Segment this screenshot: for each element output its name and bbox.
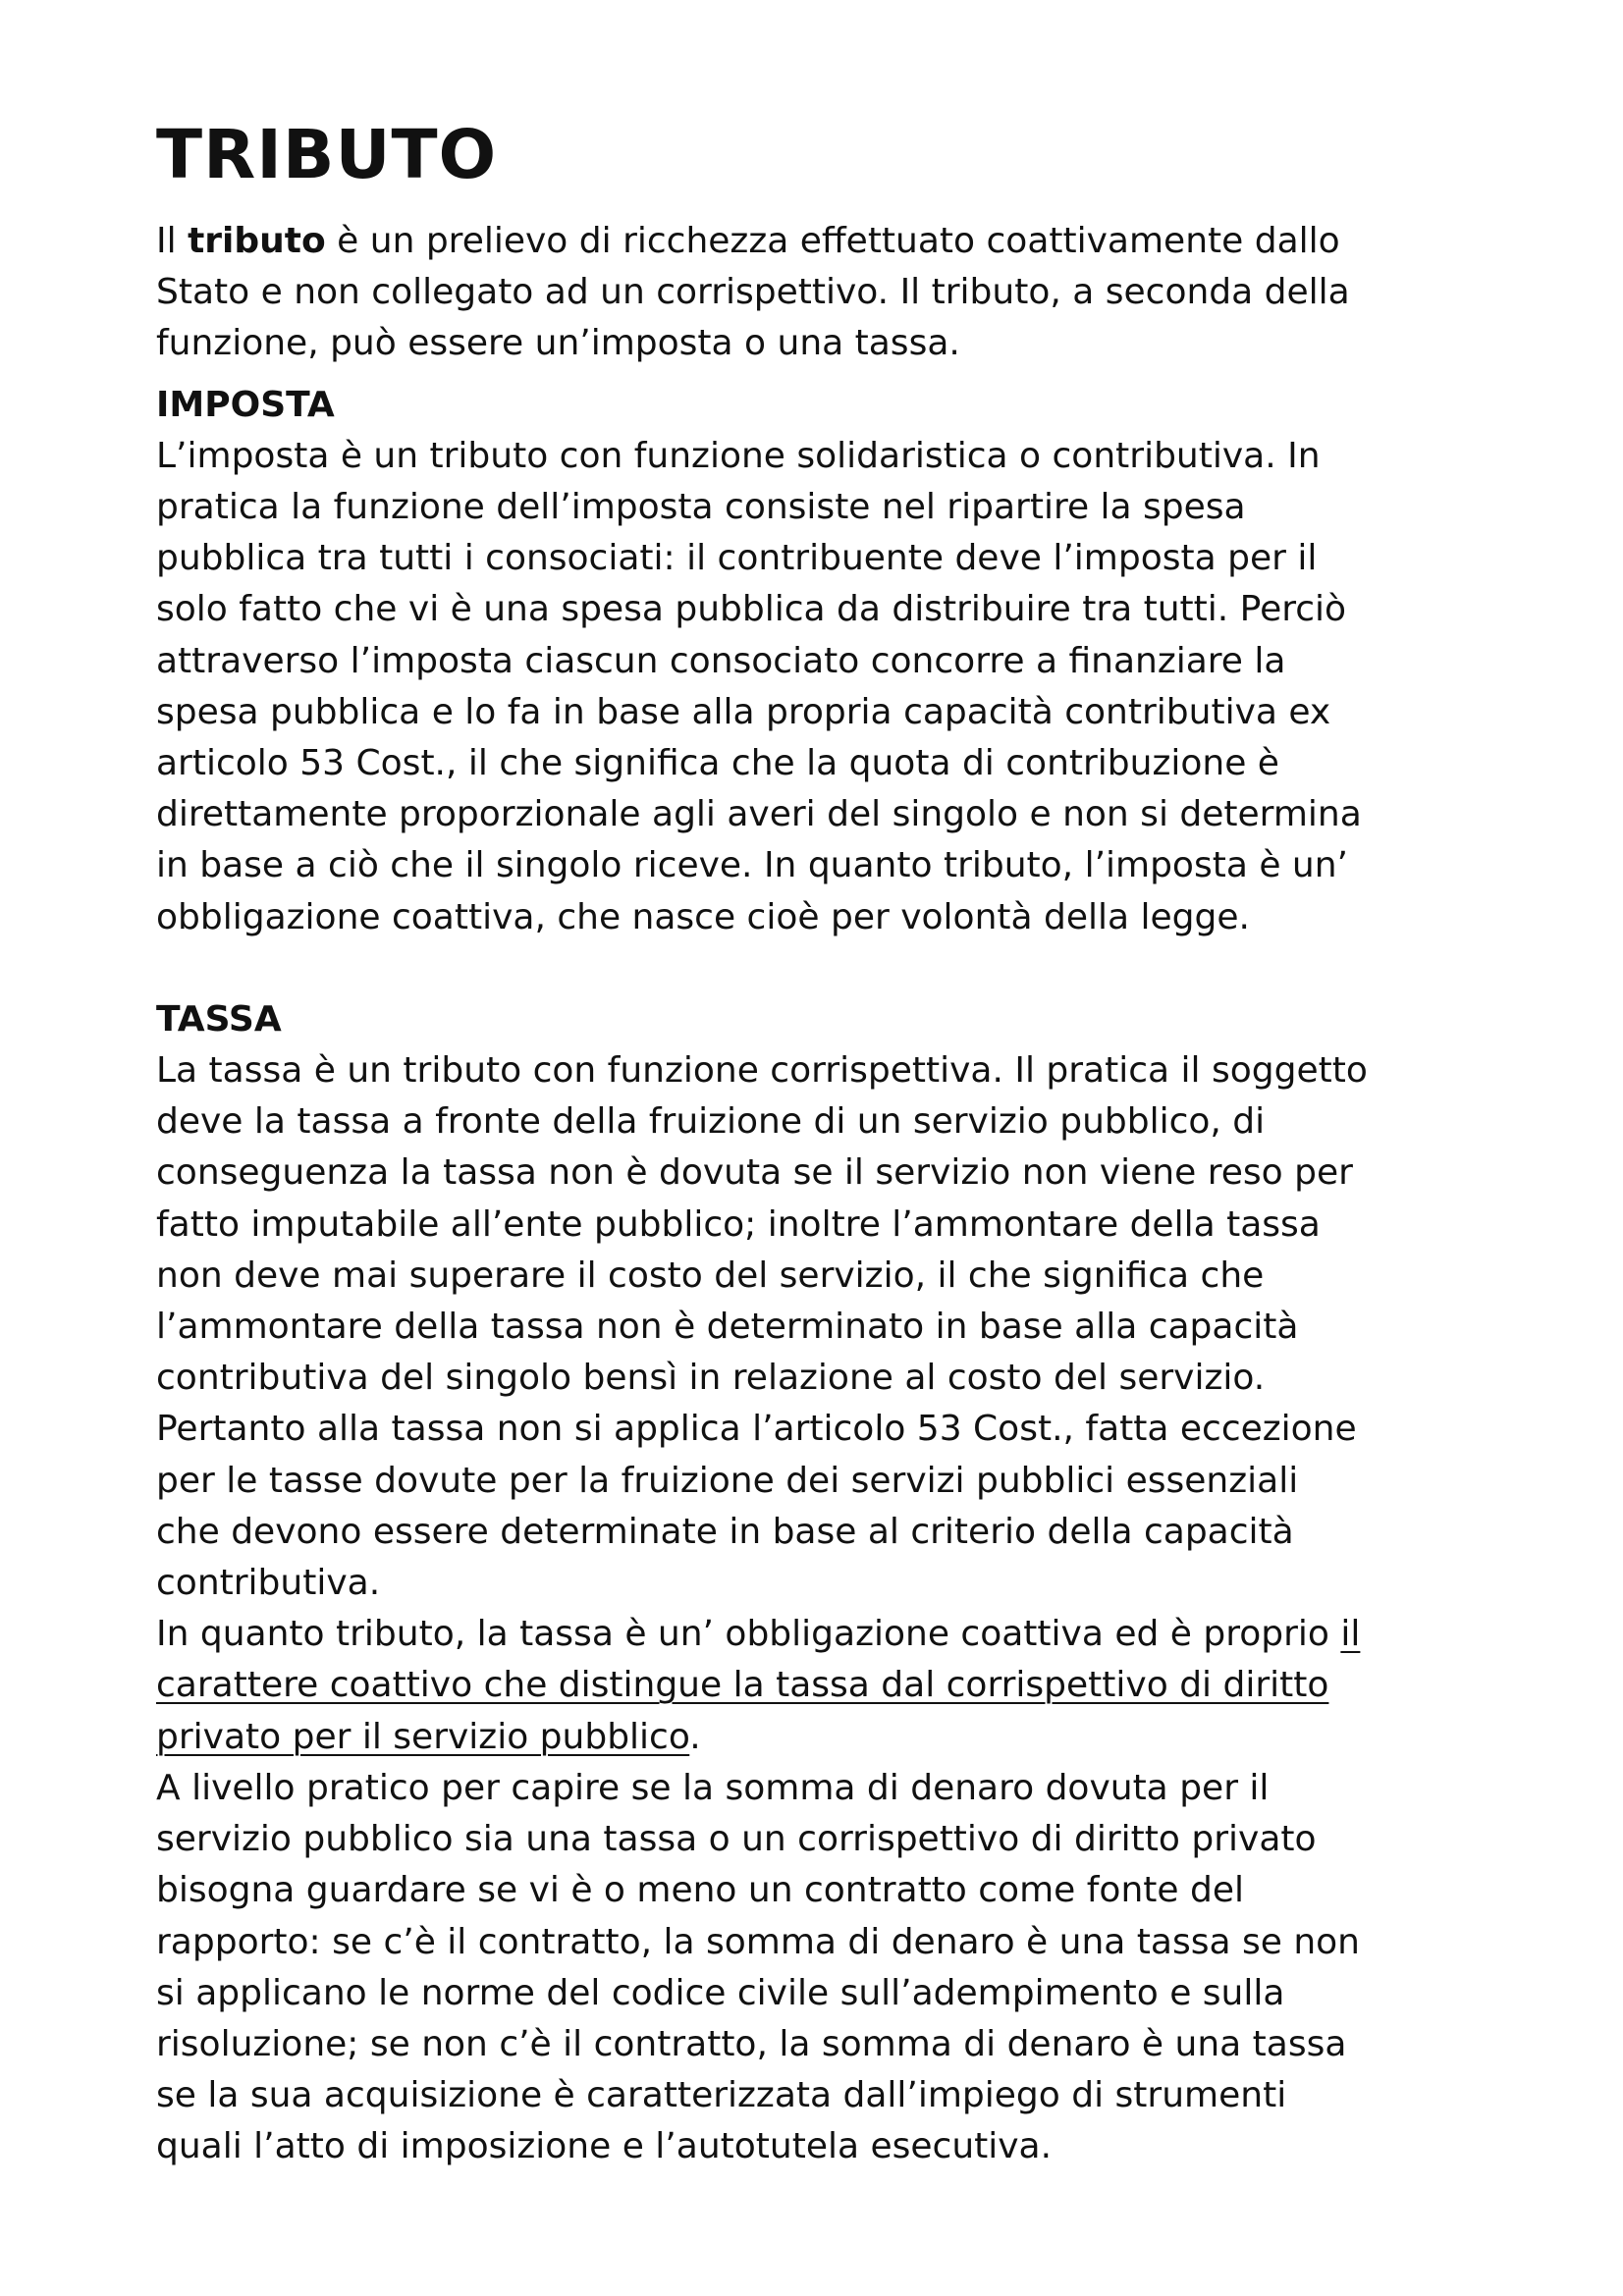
- paragraph-line: [156, 1660, 1531, 1711]
- paragraph-line: deve la tassa a fronte della fruizione di un servizio pubblico, di: [156, 1101, 1266, 1143]
- paragraph-line: fatto imputabile all’ente pubblico; inoltre l’ammontare della tassa: [156, 1203, 1321, 1245]
- paragraph-line: In quanto tributo, la tassa è un’ obbligazione coattiva ed è proprio il: [156, 1614, 1361, 1655]
- paragraph-line: Pertanto alla tassa non si applica l’articolo 53 Cost., fatta eccezione: [156, 1409, 1357, 1450]
- paragraph-line: rapporto: se c’è il contratto, la somma di denaro è una tassa se non: [156, 1921, 1360, 1962]
- paragraph-line: bisogna guardare se vi è o meno un contratto come fonte del: [156, 1870, 1244, 1911]
- intro-line: Stato e non collegato ad un corrispettivo. Il tributo, a seconda della: [156, 272, 1350, 313]
- paragraph-line: pratica la funzione dell’imposta consiste nel ripartire la spesa: [156, 487, 1246, 528]
- paragraph-line: attraverso l’imposta ciascun consociato concorre a finanziare la: [156, 640, 1286, 681]
- paragraph-line: non deve mai superare il costo del servizio, il che significa che: [156, 1255, 1265, 1296]
- paragraph-line: per le tasse dovute per la fruizione dei servizi pubblici essenziali: [156, 1460, 1299, 1501]
- intro-line: Il tributo è un prelievo di ricchezza effettuato coattivamente dallo: [156, 221, 1340, 261]
- bold-term-tributo: tributo: [188, 221, 326, 261]
- paragraph-line: obbligazione coattiva, che nasce cioè per volontà della legge.: [156, 896, 1250, 937]
- paragraph-line: conseguenza la tassa non è dovuta se il servizio non viene reso per: [156, 1152, 1353, 1194]
- paragraph-line: si applicano le norme del codice civile sull’adempimento e sulla: [156, 1972, 1285, 2013]
- paragraph-line: in base a ciò che il singolo riceve. In quanto tributo, l’imposta è un’: [156, 845, 1348, 886]
- underlined-text: il: [1340, 1614, 1361, 1655]
- paragraph-line: articolo 53 Cost., il che significa che la quota di contribuzione è: [156, 743, 1279, 784]
- paragraph-line: contributiva.: [156, 1563, 381, 1604]
- page-title: TRIBUTO: [156, 116, 498, 194]
- paragraph-line: A livello pratico per capire se la somma di denaro dovuta per il: [156, 1767, 1270, 1808]
- paragraph-line: solo fatto che vi è una spesa pubblica da distribuire tra tutti. Perciò: [156, 589, 1347, 630]
- intro-line: funzione, può essere un’imposta o una tassa.: [156, 323, 960, 364]
- underlined-text: privato per il servizio pubblico: [156, 1716, 690, 1757]
- paragraph-line: contributiva del singolo bensì in relazione al costo del servizio.: [156, 1358, 1266, 1399]
- document-page: [156, 116, 1531, 2173]
- paragraph-line: quali l’atto di imposizione e l’autotutela esecutiva.: [156, 2126, 1053, 2167]
- paragraph-line: spesa pubblica e lo fa in base alla propria capacità contributiva ex: [156, 691, 1331, 732]
- paragraph-line: L’imposta è un tributo con funzione solidaristica o contributiva. In: [156, 435, 1321, 476]
- paragraph-line: La tassa è un tributo con funzione corrispettiva. Il pratica il soggetto: [156, 1050, 1368, 1092]
- paragraph-line: pubblica tra tutti i consociati: il contribuente deve l’imposta per il: [156, 538, 1318, 579]
- tassa-paragraph: [156, 1045, 1531, 2172]
- paragraph-line: privato per il servizio pubblico.: [156, 1716, 701, 1757]
- paragraph-line: servizio pubblico sia una tassa o un corrispettivo di diritto privato: [156, 1819, 1317, 1860]
- section-heading-tassa: TASSA: [156, 998, 282, 1040]
- paragraph-line: che devono essere determinate in base al criterio della capacità: [156, 1511, 1294, 1552]
- imposta-paragraph: [156, 431, 1531, 943]
- paragraph-line: se la sua acquisizione è caratterizzata dall’impiego di strumenti: [156, 2075, 1287, 2116]
- underlined-text: carattere coattivo che distingue la tassa dal corrispettivo di diritto: [156, 1665, 1329, 1706]
- intro-paragraph: [156, 216, 1531, 370]
- paragraph-line: l’ammontare della tassa non è determinato in base alla capacità: [156, 1307, 1299, 1348]
- paragraph-line: direttamente proporzionale agli averi del singolo e non si determina: [156, 794, 1362, 835]
- section-heading-imposta: IMPOSTA: [156, 384, 335, 425]
- paragraph-line: risoluzione; se non c’è il contratto, la somma di denaro è una tassa: [156, 2023, 1347, 2064]
